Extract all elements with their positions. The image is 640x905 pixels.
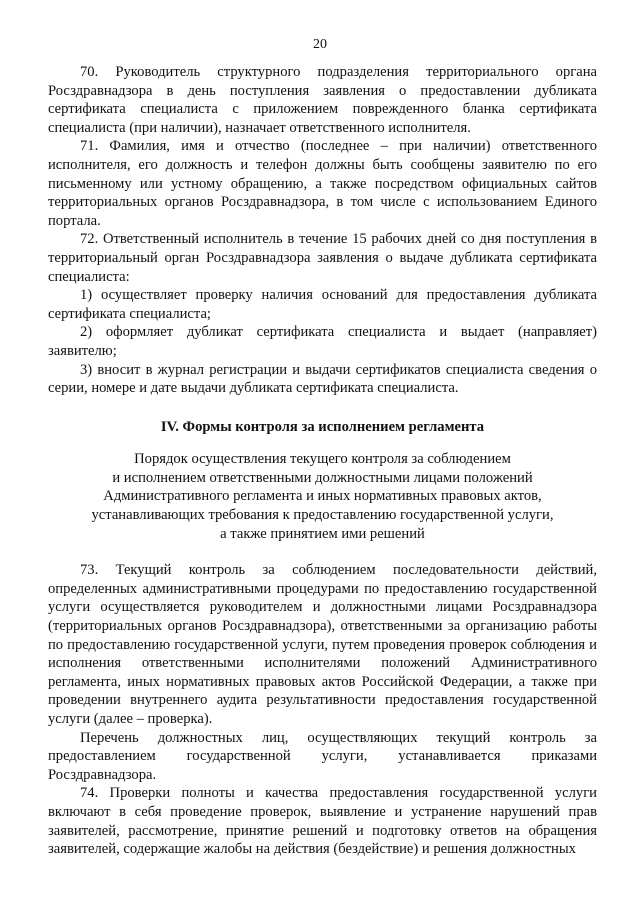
section-heading: IV. Формы контроля за исполнением регламента: [160, 418, 485, 435]
spacer: [48, 436, 597, 450]
paragraph-72: 72. Ответственный исполнитель в течение 15 рабочих дней со дня поступления в территориальный орган Росздравнадзора заявления о выдаче дубликата сертификата специалиста:: [48, 231, 597, 285]
list-item-3: 3) вносит в журнал регистрации и выдачи сертификатов специалиста сведения о серии, номере и дате выдачи дубликата сертификата специалиста.: [48, 361, 597, 397]
subheading: [48, 450, 597, 543]
subheading-line: а также принятием ими решений: [220, 525, 425, 542]
subheading-line: устанавливающих требования к предоставлению государственной услуги,: [91, 507, 554, 524]
document-body: [48, 63, 597, 859]
subheading-line: Порядок осуществления текущего контроля за соблюдением: [134, 451, 511, 468]
subheading-line: и исполнением ответственными должностными лицами положений: [112, 469, 533, 486]
paragraph-74: 74. Проверки полноты и качества предоставления государственной услуги включают в себя проведение проверок, выявление и устранение нарушений прав заявителей, рассмотрение, принятие решений и подготовку ответов на обращения заявителей, содержащие жалобы на действия (бездействие) и решения должностных: [48, 785, 597, 858]
page-number: 20: [313, 37, 327, 52]
spacer: [48, 543, 597, 561]
paragraph-officials-list: Перечень должностных лиц, осуществляющих текущий контроль за предоставлением государственной услуги, устанавливается приказами Росздравнадзора.: [48, 729, 597, 783]
list-item-2: 2) оформляет дубликат сертификата специалиста и выдает (направляет) заявителю;: [48, 324, 597, 359]
paragraph-71: 71. Фамилия, имя и отчество (последнее – при наличии) ответственного исполнителя, его должность и телефон должны быть сообщены заявителю по его письменному или устному обращению, а также посредством официальных сайтов территориальных органов Росздравнадзора, в том числе с использованием Единого портала.: [48, 138, 597, 229]
list-item-1: 1) осуществляет проверку наличия оснований для предоставления дубликата сертификата специалиста;: [48, 287, 597, 322]
paragraph-73: 73. Текущий контроль за соблюдением последовательности действий, определенных административными процедурами по предоставлению государственной услуги осуществляется руководителем и должностными лицами Росздравнадзора (территориальных органов Росздравнадзора), ответственными за организацию работы по предоставлению государственной услуги, путем проведения проверок соблюдения и исполнения ответственными исполнителями положений Административного регламента, иных нормативных правовых актов Российской Федерации, а также при проведении внутреннего аудита результативности предоставления государственной услуги (далее – проверка).: [48, 562, 597, 727]
spacer: [48, 398, 597, 418]
subheading-line: Административного регламента и иных нормативных правовых актов,: [103, 488, 542, 505]
paragraph-70: 70. Руководитель структурного подразделения территориального органа Росздравнадзора в день поступления заявления о предоставлении дубликата сертификата специалиста с приложением поврежденного бланка сертификата специалиста (при наличии), назначает ответственного исполнителя.: [48, 64, 597, 136]
